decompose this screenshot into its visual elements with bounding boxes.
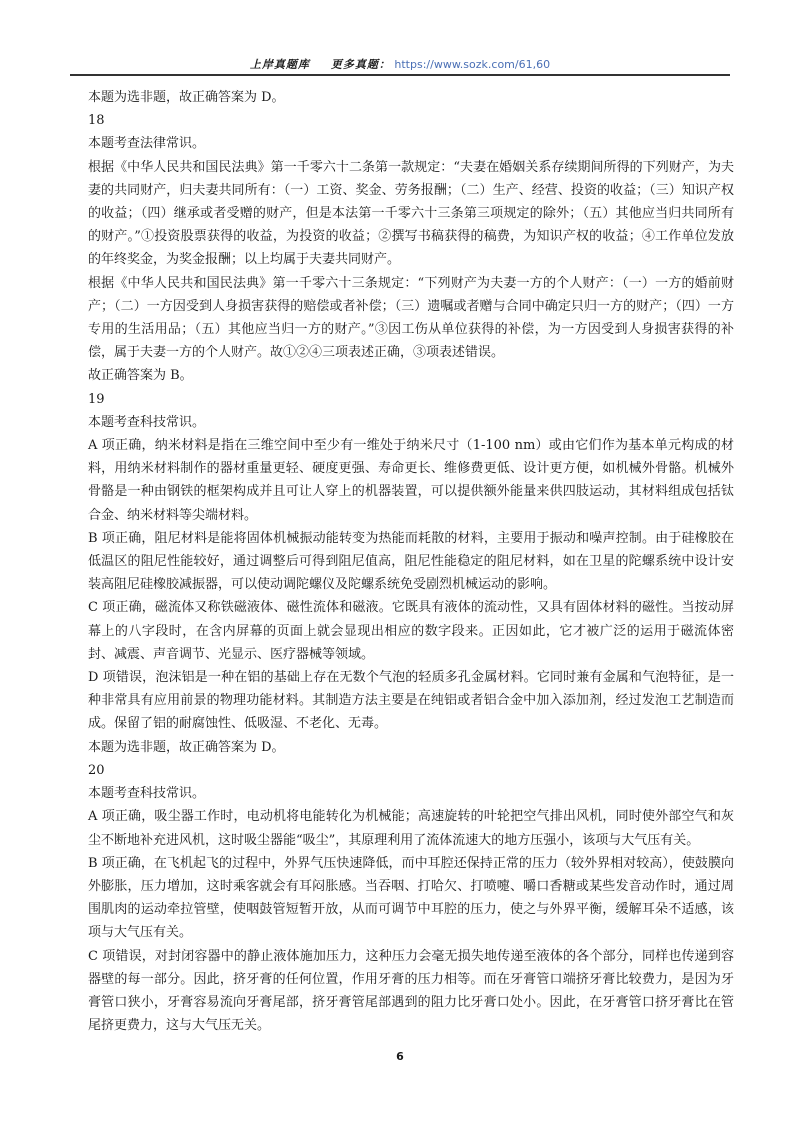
explanation-paragraph: B 项正确，在飞机起飞的过程中，外界气压快速降低，而中耳腔还保持正常的压力（较外界相对较高），使鼓膜向外膨胀，压力增加，这时乘客就会有耳闷胀感。当吞咽、打哈欠、打喷嚏、嚼口香糖或某些发音动作时，通过周围肌肉的运动牵拉管壁，使咽鼓管短暂开放，从而可调节中耳腔的压力，使之与外界平衡，缓解耳朵不适感，该项与大气压有关。	[88, 855, 734, 941]
answer-line: 本题为选非题，故正确答案为 D。	[88, 90, 285, 105]
answer-line: 本题为选非题，故正确答案为 D。	[88, 739, 285, 755]
header-divider	[70, 74, 730, 76]
answer-line: 故正确答案为 B。	[88, 368, 193, 384]
explanation-paragraph: 根据《中华人民共和国民法典》第一千零六十二条第一款规定：“夫妻在婚姻关系存续期间所得的下列财产，为夫妻的共同财产，归夫妻共同所有：（一）工资、奖金、劳务报酬；（二）生产、经营、投资的收益；（三）知识产权的收益；（四）继承或者受赠的财产，但是本法第一千零六十三条第三项规定的除外；（五）其他应当归共同所有的财产。”①投资股票获得的收益，为投资的收益；②撰写书稿获得的稿费，为知识产权的收益；④工作单位发放的年终奖金，为奖金报酬；以上均属于夫妻共同财产。	[88, 159, 734, 268]
explanation-paragraph: C 项正确，磁流体又称铁磁液体、磁性流体和磁液。它既具有液体的流动性，又具有固体材料的磁性。当按动屏幕上的八字段时，在含内屏幕的页面上就会显现出相应的数字段来。正因如此，它才被广泛的运用于磁流体密封、减震、声音调节、光显示、医疗器械等领域。	[88, 600, 734, 662]
explanation-paragraph: D 项错误，泡沫铝是一种在铝的基础上存在无数个气泡的轻质多孔金属材料。它同时兼有金属和气泡特征，是一种非常具有应用前景的物理功能材料。其制造方法主要是在纯铝或者铝合金中加入添加剂，经过发泡工艺制造而成。保留了铝的耐腐蚀性、低吸湿、不老化、无毒。	[88, 670, 734, 732]
page-header	[70, 56, 730, 72]
header-label: 更多真题：	[330, 58, 391, 71]
explanation-paragraph: C 项错误，对封闭容器中的静止液体施加压力，这种压力会毫无损失地传递至液体的各个部分，同样也传递到容器壁的每一部分。因此，挤牙膏的任何位置，作用牙膏的压力相等。而在牙膏管口端挤牙膏比较费力，是因为牙膏管口狭小，牙膏容易流向牙膏尾部，挤牙膏管尾部遇到的阻力比牙膏口处小。因此，在牙膏管口挤牙膏比在管尾挤更费力，这与大气压无关。	[88, 948, 734, 1034]
header-brand: 上岸真题库	[249, 58, 310, 71]
explanation-paragraph: A 项正确，吸尘器工作时，电动机将电能转化为机械能；高速旋转的叶轮把空气排出风机，同时使外部空气和灰尘不断地补充进风机，这时吸尘器能“吸尘”，其原理利用了流体流速大的地方压强小，该项与大气压有关。	[88, 809, 734, 848]
document-body	[88, 86, 734, 1037]
explanation-paragraph: 根据《中华人民共和国民法典》第一千零六十三条规定：“下列财产为夫妻一方的个人财产：（一）一方的婚前财产；（二）一方因受到人身损害获得的赔偿或者补偿；（三）遗嘱或者赠与合同中确定只归一方的财产；（四）一方专用的生活用品；（五）其他应当归一方的财产。”③因工伤从单位获得的补偿，为一方因受到人身损害获得的补偿，属于夫妻一方的个人财产。故①②④三项表述正确，③项表述错误。	[88, 275, 734, 361]
explanation-paragraph: B 项正确，阻尼材料是能将固体机械振动能转变为热能而耗散的材料，主要用于振动和噪声控制。由于硅橡胶在低温区的阻尼性能较好，通过调整后可得到阻尼值高，阻尼性能稳定的阻尼材料，如在卫星的陀螺系统中设计安装高阻尼硅橡胶减振器，可以使动调陀螺仪及陀螺系统免受剧烈机械运动的影响。	[88, 530, 734, 593]
header-url-link[interactable]: https://www.sozk.com/61,60	[394, 58, 551, 71]
question-number: 18	[88, 113, 105, 129]
topic-line: 本题考查科技常识。	[88, 786, 206, 802]
page-number: 6	[396, 1050, 404, 1063]
topic-line: 本题考查科技常识。	[88, 414, 206, 430]
question-number: 19	[88, 391, 105, 407]
explanation-paragraph: A 项正确，纳米材料是指在三维空间中至少有一维处于纳米尺寸（1-100 nm）或由它们作为基本单元构成的材料，用纳米材料制作的器材重量更轻、硬度更强、寿命更长、维修费更低、设计更方便，如机械外骨骼。机械外骨骼是一种由钢铁的框架构成并且可让人穿上的机器装置，可以提供额外能量来供四肢运动，其材料组成包括钛合金、纳米材料等尖端材料。	[88, 438, 734, 523]
question-number: 20	[88, 762, 105, 778]
topic-line: 本题考查法律常识。	[88, 136, 206, 152]
